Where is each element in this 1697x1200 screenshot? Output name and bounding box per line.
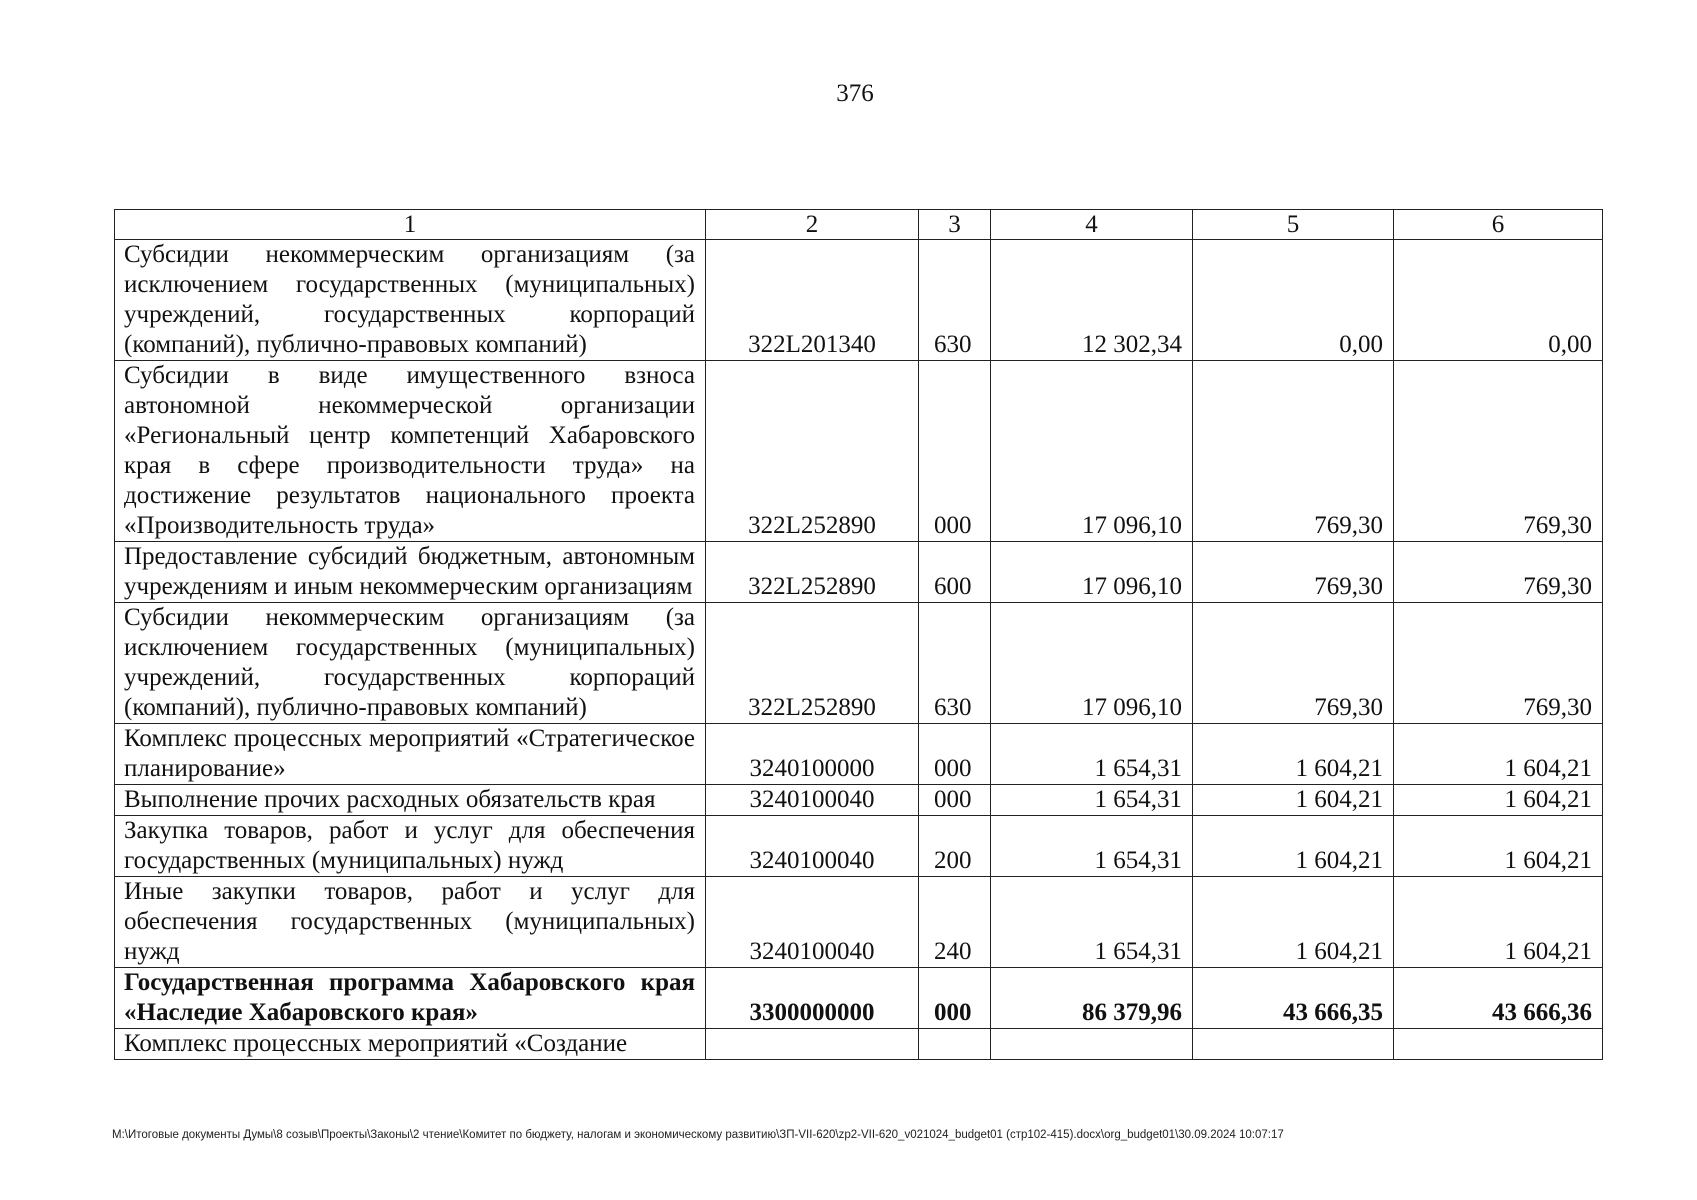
file-path-footer: М:\Итоговые документы Думы\8 созыв\Проекты\Законы\2 чтение\Комитет по бюджету, налогам и экономическому развитию\ЗП-VII-620\zp2-VII-620_v021024_budget01 (стр102-415).docx\org_budget01\30.09.2024 10:07:17	[112, 1129, 1284, 1141]
row-name: Комплекс процессных мероприятий «Создание	[115, 1029, 706, 1060]
table-row	[115, 240, 1603, 361]
row-name: Субсидии некоммерческим организациям (за исключением государственных (муниципальных) учреждений, государственных корпораций (компаний), публично-правовых компаний)	[115, 603, 706, 724]
row-value-5: 769,30	[1193, 542, 1394, 603]
row-kind: 000	[919, 968, 991, 1029]
row-value-6: 0,00	[1394, 240, 1603, 361]
row-code: 3240100040	[706, 785, 919, 816]
row-value-4: 86 379,96	[991, 968, 1193, 1029]
row-name: Комплекс процессных мероприятий «Стратегическое планирование»	[115, 724, 706, 785]
row-value-4: 12 302,34	[991, 240, 1193, 361]
row-kind: 000	[919, 724, 991, 785]
header-col-4: 4	[991, 210, 1193, 240]
row-value-6: 769,30	[1394, 603, 1603, 724]
header-col-1: 1	[115, 210, 706, 240]
row-code: 322L201340	[706, 240, 919, 361]
header-col-3: 3	[919, 210, 991, 240]
row-value-6: 1 604,21	[1394, 877, 1603, 968]
row-value-6	[1394, 1029, 1603, 1060]
row-name: Государственная программа Хабаровского края «Наследие Хабаровского края»	[115, 968, 706, 1029]
header-col-6: 6	[1394, 210, 1603, 240]
row-code: 322L252890	[706, 542, 919, 603]
table-row	[115, 542, 1603, 603]
table-row	[115, 724, 1603, 785]
row-name: Субсидии в виде имущественного взноса автономной некоммерческой организации «Региональный центр компетенций Хабаровского края в сфере производительности труда» на достижение результатов национального проекта «Производительность труда»	[115, 361, 706, 542]
row-value-5: 1 604,21	[1193, 816, 1394, 877]
row-value-5: 43 666,35	[1193, 968, 1394, 1029]
row-value-5: 769,30	[1193, 603, 1394, 724]
table-row	[115, 361, 1603, 542]
row-code: 3240100040	[706, 877, 919, 968]
row-value-4: 1 654,31	[991, 816, 1193, 877]
table-row	[115, 603, 1603, 724]
row-name: Предоставление субсидий бюджетным, автономным учреждениям и иным некоммерческим организациям	[115, 542, 706, 603]
row-kind: 630	[919, 603, 991, 724]
row-value-5: 1 604,21	[1193, 877, 1394, 968]
row-value-5: 0,00	[1193, 240, 1394, 361]
row-value-6: 1 604,21	[1394, 785, 1603, 816]
table-row	[115, 785, 1603, 816]
program-total-row	[115, 968, 1603, 1029]
row-kind: 000	[919, 361, 991, 542]
page-number: 376	[836, 80, 874, 107]
row-name: Иные закупки товаров, работ и услуг для обеспечения государственных (муниципальных) нужд	[115, 877, 706, 968]
header-col-5: 5	[1193, 210, 1394, 240]
row-kind: 000	[919, 785, 991, 816]
row-code	[706, 1029, 919, 1060]
row-value-6: 769,30	[1394, 542, 1603, 603]
table-row	[115, 877, 1603, 968]
row-value-4	[991, 1029, 1193, 1060]
row-value-4: 17 096,10	[991, 542, 1193, 603]
row-value-4: 17 096,10	[991, 361, 1193, 542]
row-value-5: 1 604,21	[1193, 785, 1394, 816]
row-value-4: 1 654,31	[991, 877, 1193, 968]
row-value-6: 1 604,21	[1394, 724, 1603, 785]
row-value-5: 769,30	[1193, 361, 1394, 542]
row-value-5: 1 604,21	[1193, 724, 1394, 785]
row-name: Закупка товаров, работ и услуг для обеспечения государственных (муниципальных) нужд	[115, 816, 706, 877]
row-code: 322L252890	[706, 361, 919, 542]
row-kind	[919, 1029, 991, 1060]
header-row	[115, 210, 1603, 240]
row-code: 3240100000	[706, 724, 919, 785]
budget-table	[114, 209, 1603, 1060]
row-value-6: 769,30	[1394, 361, 1603, 542]
row-value-5	[1193, 1029, 1394, 1060]
row-kind: 200	[919, 816, 991, 877]
row-value-4: 1 654,31	[991, 724, 1193, 785]
row-kind: 630	[919, 240, 991, 361]
row-code: 3300000000	[706, 968, 919, 1029]
row-name: Субсидии некоммерческим организациям (за исключением государственных (муниципальных) учреждений, государственных корпораций (компаний), публично-правовых компаний)	[115, 240, 706, 361]
row-kind: 600	[919, 542, 991, 603]
header-col-2: 2	[706, 210, 919, 240]
row-value-4: 1 654,31	[991, 785, 1193, 816]
row-code: 3240100040	[706, 816, 919, 877]
row-kind: 240	[919, 877, 991, 968]
row-value-6: 1 604,21	[1394, 816, 1603, 877]
row-value-6: 43 666,36	[1394, 968, 1603, 1029]
row-name: Выполнение прочих расходных обязательств края	[115, 785, 706, 816]
table-row-continued	[115, 1029, 1603, 1060]
row-value-4: 17 096,10	[991, 603, 1193, 724]
row-code: 322L252890	[706, 603, 919, 724]
table-row	[115, 816, 1603, 877]
